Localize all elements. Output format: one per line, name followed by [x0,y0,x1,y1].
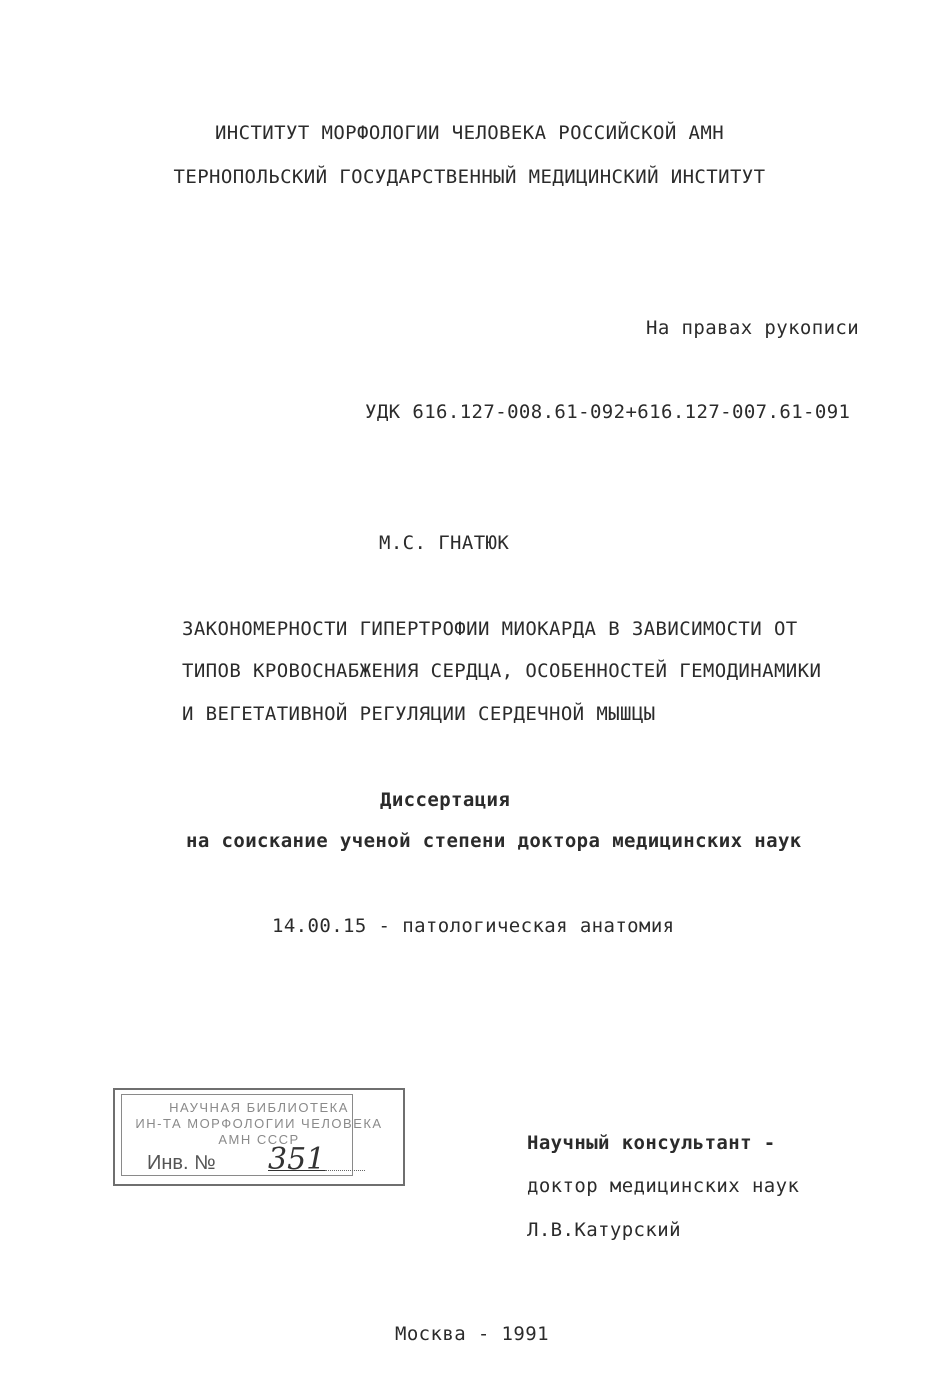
city-year: Москва - 1991 [395,1323,549,1345]
consultant-name: Л.В.Катурский [527,1219,681,1241]
specialty-code: 14.00.15 - патологическая анатомия [272,915,675,937]
stamp-dotted-line [325,1170,365,1171]
stamp-line-2: ИН-ТА МОРФОЛОГИИ ЧЕЛОВЕКА [135,1116,383,1131]
institution-line-2: ТЕРНОПОЛЬСКИЙ ГОСУДАРСТВЕННЫЙ МЕДИЦИНСКИЙ ИНСТИТУТ [173,166,766,188]
stamp-inventory-number: 351 [268,1142,326,1177]
consultant-role: Научный консультант - [527,1132,776,1154]
author-name: М.С. ГНАТЮК [379,532,510,554]
manuscript-rights: На правах рукописи [646,317,860,339]
udk-code: УДК 616.127-008.61-092+616.127-007.61-091 [365,401,851,423]
stamp-inventory-label: Инв. № [147,1152,216,1174]
stamp-line-1: НАУЧНАЯ БИБЛИОТЕКА [169,1100,349,1115]
thesis-title-line-3: И ВЕГЕТАТИВНОЙ РЕГУЛЯЦИИ СЕРДЕЧНОЙ МЫШЦЫ [182,703,656,725]
library-stamp [113,1088,405,1186]
dissertation-label: Диссертация [380,789,511,811]
thesis-title-line-2: ТИПОВ КРОВОСНАБЖЕНИЯ СЕРДЦА, ОСОБЕННОСТЕЙ ГЕМОДИНАМИКИ [182,660,822,682]
stamp-line-3: АМН СССР [218,1132,300,1147]
thesis-title-line-1: ЗАКОНОМЕРНОСТИ ГИПЕРТРОФИИ МИОКАРДА В ЗАВИСИМОСТИ ОТ [182,618,798,640]
degree-line: на соискание ученой степени доктора медицинских наук [186,830,802,852]
institution-line-1: ИНСТИТУТ МОРФОЛОГИИ ЧЕЛОВЕКА РОССИЙСКОЙ АМН [214,122,725,144]
consultant-degree: доктор медицинских наук [527,1175,800,1197]
